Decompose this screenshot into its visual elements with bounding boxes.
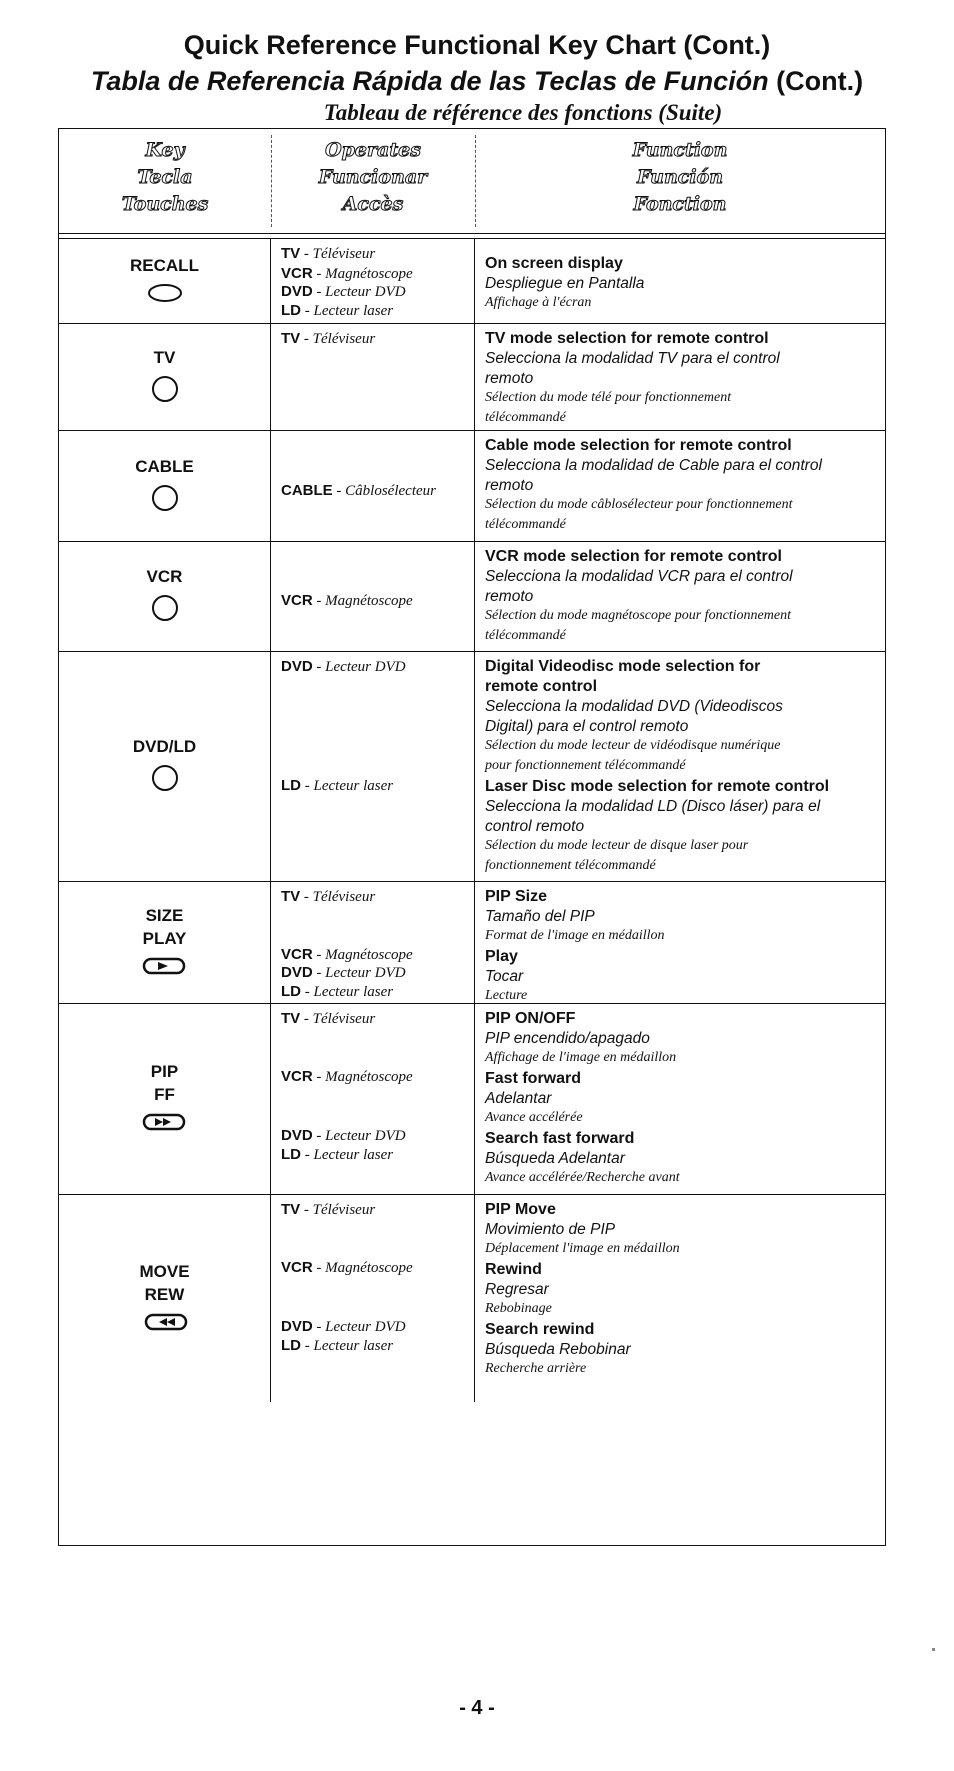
operates-entry	[281, 245, 375, 263]
device-label: - Téléviseur	[300, 889, 376, 905]
key-label: MOVE	[139, 1261, 190, 1281]
function-text-fr: fonctionnement télécommandé	[485, 858, 656, 873]
operates-entry	[281, 265, 413, 283]
function-text-es: remoto	[485, 588, 534, 605]
device-code: TV	[281, 1010, 301, 1027]
function-text-es: remoto	[485, 370, 534, 387]
function-text-fr: Affichage de l'image en médaillon	[485, 1050, 677, 1065]
device-label: - Lecteur DVD	[312, 1128, 406, 1144]
function-text-fr: Recherche arrière	[485, 1361, 587, 1376]
operates-entry	[281, 1318, 406, 1336]
fast-forward-button-icon	[142, 1112, 188, 1138]
operates-cell	[271, 1195, 475, 1402]
table-row	[59, 430, 885, 541]
device-code: DVD	[281, 283, 313, 300]
key-cell	[59, 239, 271, 323]
header-function-es: Función	[636, 166, 724, 188]
header-divider	[271, 135, 272, 227]
function-text-fr: télécommandé	[485, 517, 566, 532]
function-text-en: PIP Size	[485, 888, 547, 905]
function-text-en: remote control	[485, 678, 598, 695]
function-text-en: VCR mode selection for remote control	[485, 548, 782, 565]
function-text-fr: Format de l'image en médaillon	[485, 928, 665, 943]
header-function-en: Function	[632, 139, 728, 161]
function-text-fr: Sélection du mode magnétoscope pour fonctionnement	[485, 608, 791, 623]
header-key-es: Tecla	[137, 166, 193, 188]
device-code: LD	[281, 302, 301, 319]
round-button-icon	[151, 764, 179, 798]
function-text-es: Movimiento de PIP	[485, 1221, 616, 1238]
function-text-es: Selecciona la modalidad LD (Disco láser) para el	[485, 798, 821, 815]
device-label: - Lecteur DVD	[312, 284, 406, 300]
header-key	[59, 137, 271, 218]
function-text-fr: Sélection du mode lecteur de vidéodisque numérique	[485, 738, 781, 753]
key-cell	[59, 324, 271, 430]
operates-cell	[271, 652, 475, 881]
key-cell	[59, 542, 271, 651]
table-row	[59, 323, 885, 430]
operates-cell	[271, 542, 475, 651]
round-button-icon	[151, 594, 179, 628]
header-divider	[475, 135, 476, 227]
operates-entry	[281, 330, 375, 348]
operates-entry	[281, 964, 406, 982]
device-code: TV	[281, 888, 301, 905]
key-label: FF	[154, 1085, 175, 1104]
operates-entry	[281, 1337, 393, 1355]
key-label: CABLE	[135, 456, 194, 476]
header-function-fr: Fonction	[633, 193, 727, 215]
key-label: DVD/LD	[132, 737, 197, 756]
function-text-en: Laser Disc mode selection for remote control	[485, 778, 830, 795]
key-cell	[59, 882, 271, 1003]
device-label: - Téléviseur	[300, 331, 376, 347]
function-text-es: Selecciona la modalidad DVD (Videodiscos	[485, 698, 783, 715]
function-text-fr: Affichage à l'écran	[485, 295, 592, 310]
table-body	[59, 239, 885, 1545]
device-code: TV	[281, 330, 301, 347]
function-text-es: Tocar	[485, 968, 524, 985]
device-label: - Lecteur DVD	[312, 659, 406, 675]
device-label: - Lecteur laser	[301, 303, 394, 319]
operates-entry	[281, 1127, 406, 1145]
device-code: VCR	[281, 1259, 313, 1276]
table-header	[59, 129, 885, 233]
device-code: VCR	[281, 592, 313, 609]
device-code: LD	[281, 777, 301, 794]
device-code: CABLE	[281, 482, 333, 499]
function-text-fr: Sélection du mode câblosélecteur pour fonctionnement	[485, 497, 793, 512]
function-text-es: Selecciona la modalidad VCR para el control	[485, 568, 793, 585]
device-label: - Lecteur DVD	[312, 1319, 406, 1335]
function-text-en: Rewind	[485, 1261, 542, 1278]
title-spanish-suffix: (Cont.)	[776, 66, 864, 96]
function-cell	[475, 1195, 885, 1402]
title-spanish	[0, 66, 954, 97]
function-text-es: Tamaño del PIP	[485, 908, 595, 925]
table-row	[59, 651, 885, 881]
device-label: - Magnétoscope	[312, 593, 413, 609]
device-code: VCR	[281, 946, 313, 963]
function-text-es: Digital) para el control remoto	[485, 718, 689, 735]
header-key-en: Key	[145, 139, 185, 161]
table-row	[59, 541, 885, 651]
operates-entry	[281, 1201, 375, 1219]
function-cell	[475, 542, 885, 651]
function-text-fr: Lecture	[485, 988, 528, 1003]
function-text-en: Digital Videodisc mode selection for	[485, 658, 761, 675]
device-code: DVD	[281, 658, 313, 675]
device-code: DVD	[281, 1318, 313, 1335]
device-label: - Magnétoscope	[312, 947, 413, 963]
function-text-es: Selecciona la modalidad TV para el control	[485, 350, 780, 367]
function-cell	[475, 239, 885, 323]
operates-entry	[281, 592, 413, 610]
device-label: - Lecteur laser	[301, 1338, 394, 1354]
device-code: TV	[281, 245, 301, 262]
device-code: LD	[281, 1337, 301, 1354]
device-label: - Lecteur laser	[301, 1147, 394, 1163]
device-label: - Magnétoscope	[312, 1069, 413, 1085]
function-text-en: Play	[485, 948, 518, 965]
device-label: - Magnétoscope	[312, 1260, 413, 1276]
function-text-es: Búsqueda Adelantar	[485, 1150, 625, 1167]
title-french: Tableau de référence des fonctions (Suite)	[323, 100, 723, 125]
device-code: DVD	[281, 964, 313, 981]
function-text-en: Search fast forward	[485, 1130, 635, 1147]
round-button-icon	[151, 484, 179, 518]
key-cell	[59, 1195, 271, 1402]
device-label: - Lecteur laser	[301, 984, 394, 1000]
operates-entry	[281, 888, 375, 906]
function-cell	[475, 431, 885, 541]
function-text-es: Selecciona la modalidad de Cable para el control	[485, 457, 822, 474]
key-cell	[59, 1004, 271, 1194]
key-label: PLAY	[142, 928, 187, 948]
key-label: VCR	[146, 567, 183, 586]
key-chart-table	[58, 128, 886, 1546]
function-text-en: Fast forward	[485, 1070, 582, 1087]
device-label: - Téléviseur	[300, 246, 376, 262]
operates-cell	[271, 882, 475, 1003]
device-code: LD	[281, 1146, 301, 1163]
operates-entry	[281, 1146, 393, 1164]
operates-entry	[281, 1010, 375, 1028]
table-row	[59, 881, 885, 1003]
function-cell	[475, 652, 885, 881]
operates-entry	[281, 302, 393, 320]
device-label: - Câblosélecteur	[332, 483, 436, 499]
function-text-en: Search rewind	[485, 1321, 595, 1338]
rewind-button-icon	[142, 1312, 188, 1338]
function-text-fr: télécommandé	[485, 410, 566, 425]
round-button-icon	[151, 375, 179, 409]
key-label: RECALL	[130, 255, 199, 275]
function-text-es: Despliegue en Pantalla	[485, 275, 645, 292]
header-key-fr: Touches	[121, 193, 209, 215]
key-label: REW	[144, 1284, 185, 1304]
oval-button-icon	[147, 283, 183, 309]
page-number: - 4 -	[459, 1697, 495, 1719]
operates-entry	[281, 658, 406, 676]
device-code: TV	[281, 1201, 301, 1218]
play-button-icon	[142, 956, 188, 982]
function-text-en: PIP Move	[485, 1201, 556, 1218]
function-text-fr: Déplacement l'image en médaillon	[485, 1241, 680, 1256]
operates-cell	[271, 324, 475, 430]
operates-entry	[281, 482, 436, 500]
table-row	[59, 239, 885, 323]
device-label: - Téléviseur	[300, 1011, 376, 1027]
key-label: TV	[153, 347, 176, 367]
function-text-es: remoto	[485, 477, 534, 494]
device-code: VCR	[281, 1068, 313, 1085]
function-cell	[475, 1004, 885, 1194]
function-text-fr: télécommandé	[485, 628, 566, 643]
operates-entry	[281, 983, 393, 1001]
operates-cell	[271, 431, 475, 541]
operates-entry	[281, 1068, 413, 1086]
operates-cell	[271, 239, 475, 323]
function-text-en: PIP ON/OFF	[485, 1010, 576, 1027]
function-text-fr: Avance accélérée/Recherche avant	[485, 1170, 680, 1185]
device-label: - Lecteur DVD	[312, 965, 406, 981]
function-text-fr: Sélection du mode télé pour fonctionnement	[485, 390, 732, 405]
table-row	[59, 1003, 885, 1194]
title-english: Quick Reference Functional Key Chart (Cont.)	[183, 30, 771, 60]
function-text-en: On screen display	[485, 255, 623, 272]
header-function	[475, 137, 885, 218]
table-row	[59, 1194, 885, 1402]
key-label: SIZE	[145, 905, 184, 925]
function-text-es: Adelantar	[485, 1090, 552, 1107]
function-cell	[475, 882, 885, 1003]
device-label: - Lecteur laser	[301, 778, 394, 794]
operates-entry	[281, 1259, 413, 1277]
key-cell	[59, 652, 271, 881]
function-text-es: PIP encendido/apagado	[485, 1030, 650, 1047]
device-label: - Magnétoscope	[312, 266, 413, 282]
function-text-es: Regresar	[485, 1281, 549, 1298]
key-cell	[59, 431, 271, 541]
device-code: DVD	[281, 1127, 313, 1144]
function-text-en: Cable mode selection for remote control	[485, 437, 792, 454]
header-operates-es: Funcionar	[318, 166, 428, 188]
header-operates	[271, 137, 475, 218]
function-text-fr: Sélection du mode lecteur de disque laser pour	[485, 838, 749, 853]
header-operates-en: Operates	[325, 139, 421, 161]
device-label: - Téléviseur	[300, 1202, 376, 1218]
operates-cell	[271, 1004, 475, 1194]
operates-entry	[281, 946, 413, 964]
function-text-es: control remoto	[485, 818, 585, 835]
title-spanish-text: Tabla de Referencia Rápida de las Teclas de Función	[90, 66, 769, 96]
function-text-fr: Avance accélérée	[485, 1110, 583, 1125]
operates-entry	[281, 283, 406, 301]
key-label: PIP	[150, 1062, 179, 1081]
device-code: LD	[281, 983, 301, 1000]
function-text-en: TV mode selection for remote control	[485, 330, 769, 347]
function-cell	[475, 324, 885, 430]
device-code: VCR	[281, 265, 313, 282]
function-text-fr: Rebobinage	[485, 1301, 552, 1316]
scan-speck	[932, 1648, 935, 1651]
operates-entry	[281, 777, 393, 795]
header-operates-fr: Accès	[342, 193, 404, 215]
function-text-fr: pour fonctionnement télécommandé	[485, 758, 686, 773]
function-text-es: Búsqueda Rebobinar	[485, 1341, 631, 1358]
